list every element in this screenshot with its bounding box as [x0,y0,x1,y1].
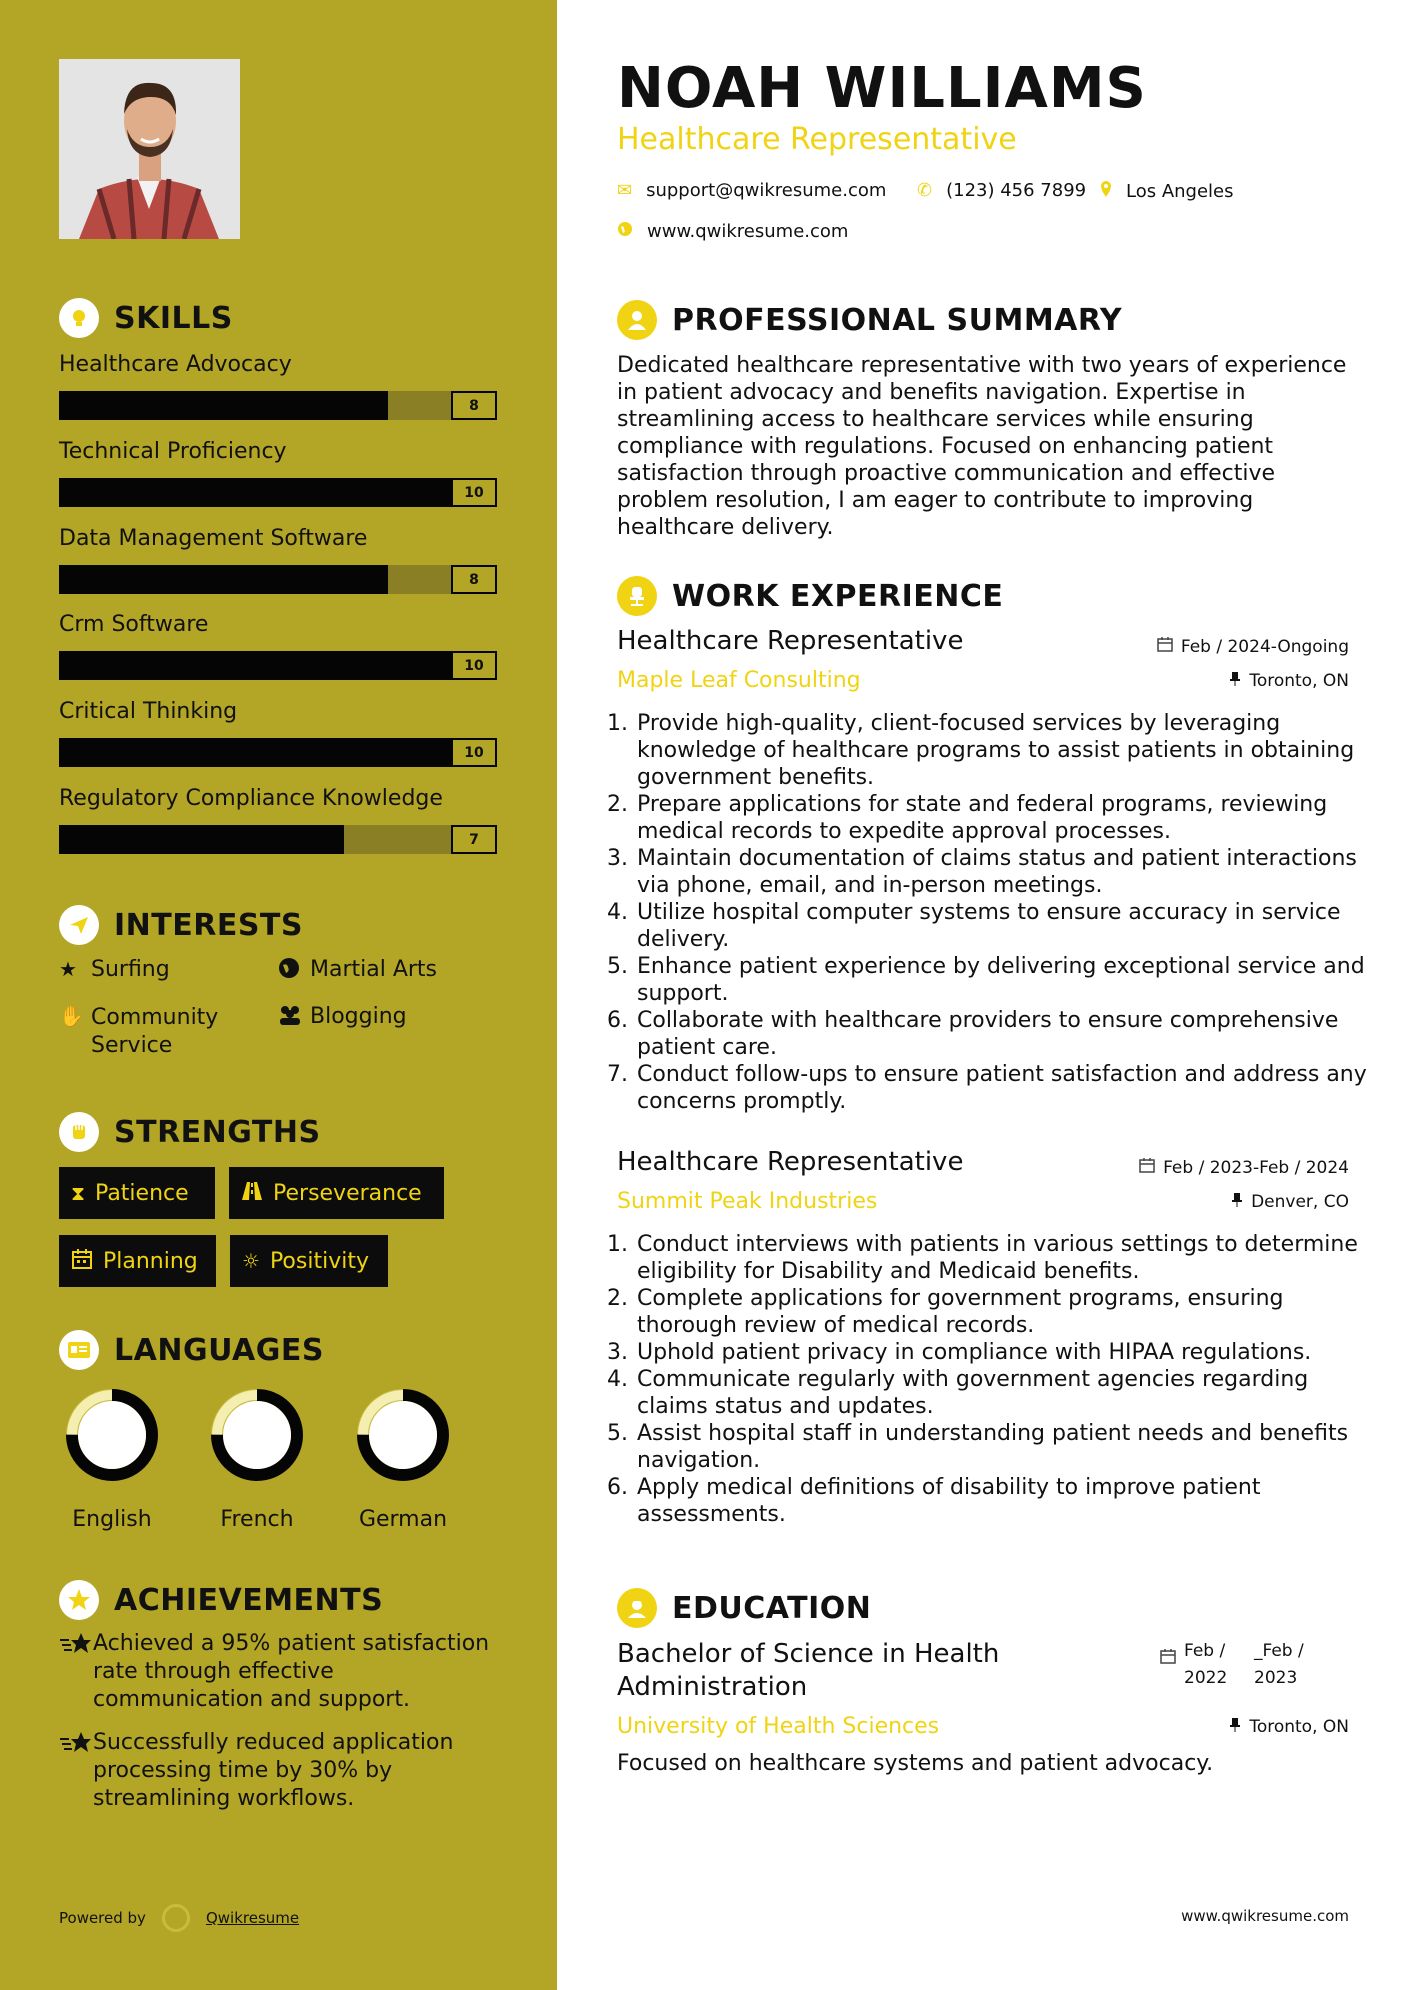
job-bullet: 6. Collaborate with healthcare providers to ensure comprehensive patient care. [635,1007,1375,1061]
lightbulb-icon [59,298,99,338]
degree-title: Bachelor of Science in Health Administration [617,1639,1000,1702]
skill-name: Critical Thinking [59,699,238,724]
shooting-star-icon [59,1630,93,1664]
skill-bar-fill [59,391,388,420]
skill-bar [59,391,497,420]
job-bullet: 5. Assist hospital staff in understanding patient needs and benefits navigation. [635,1420,1375,1474]
skills-heading: SKILLS [59,298,233,338]
job-bullets [617,1231,1375,1528]
calendar-icon [1160,1648,1176,1669]
education-heading: EDUCATION [617,1588,871,1628]
footer-website[interactable]: www.qwikresume.com [1181,1907,1349,1925]
calendar-icon [71,1248,93,1275]
contact-phone[interactable]: ✆ (123) 456 7899 [917,180,1087,201]
job-bullet: 7. Conduct follow-ups to ensure patient satisfaction and address any concerns promptly. [635,1061,1375,1115]
hand-icon: ✋ [59,1004,84,1028]
skill-level: 10 [451,478,497,507]
skill-item [59,526,497,594]
sidebar [0,0,557,1990]
skill-item [59,439,497,507]
school-location: Toronto, ON [1229,1717,1349,1737]
job-bullet: 4. Utilize hospital computer systems to ensure accuracy in service delivery. [635,899,1375,953]
education-start-date: Feb / 2022 [1184,1641,1228,1688]
language-donut [353,1385,453,1485]
profile-photo [59,59,240,239]
job-title: Healthcare Representative [617,1147,964,1177]
shooting-star-icon [59,1729,93,1763]
sun-icon: ☼ [242,1249,260,1273]
language-name: French [220,1507,294,1532]
road-icon [241,1181,263,1206]
language-name: English [72,1507,152,1532]
paper-plane-icon [59,905,99,945]
language-item [192,1385,322,1532]
skill-bar-fill [59,738,475,767]
strengths-heading: STRENGTHS [59,1112,321,1152]
language-item [47,1385,177,1532]
fist-icon [59,1112,99,1152]
job-bullet: 6. Apply medical definitions of disability to improve patient assessments. [635,1474,1375,1528]
contact-location: Los Angeles [1100,180,1234,203]
graduate-icon [617,1588,657,1628]
skill-name: Healthcare Advocacy [59,352,292,377]
skill-level: 10 [451,738,497,767]
strength-badge: ☼ Positivity [230,1235,388,1287]
education-end-date: _Feb / 2023 [1254,1641,1304,1688]
job-bullet: 2. Prepare applications for state and federal programs, reviewing medical records to expedite approval processes. [635,791,1375,845]
contact-website[interactable]: www.qwikresume.com [617,221,848,242]
skill-bar [59,478,497,507]
achievement-item: Achieved a 95% patient satisfaction rate through effective communication and support. [59,1630,499,1714]
skill-bar [59,651,497,680]
language-card-icon [59,1330,99,1370]
achievements-heading: ACHIEVEMENTS [59,1580,383,1620]
skill-name: Data Management Software [59,526,368,551]
job-dates: Feb / 2024-Ongoing [1157,636,1349,657]
qwikresume-logo-icon [162,1904,190,1932]
candidate-title: Healthcare Representative [617,122,1017,157]
interests-heading: INTERESTS [59,905,303,945]
achievement-item: Successfully reduced application processing time by 30% by streamlining workflows. [59,1729,499,1813]
skill-name: Technical Proficiency [59,439,287,464]
job-bullet: 3. Maintain documentation of claims status and patient interactions via phone, email, and in-person meetings. [635,845,1375,899]
skill-bar [59,825,497,854]
contact-email[interactable]: ✉ support@qwikresume.com [617,180,887,201]
job-bullets [617,710,1375,1115]
star-icon: ★ [59,957,77,981]
globe-icon [278,957,310,984]
skill-bar-fill [59,565,388,594]
job-location: Toronto, ON [1229,671,1349,691]
job-bullet: 3. Uphold patient privacy in compliance with HIPAA regulations. [635,1339,1375,1366]
pushpin-icon [1229,671,1241,691]
users-icon [278,1004,310,1031]
skill-level: 10 [451,651,497,680]
pushpin-icon [1231,1192,1243,1212]
job-bullet: 1. Conduct interviews with patients in various settings to determine eligibility for Disability and Medicaid benefits. [635,1231,1375,1285]
envelope-icon: ✉ [617,180,633,201]
strength-badge: Planning [59,1235,216,1287]
phone-icon: ✆ [917,180,933,201]
strength-badge: ⧗ Patience [59,1167,215,1219]
skill-item [59,786,497,854]
skill-item [59,612,497,680]
job-bullet: 1. Provide high-quality, client-focused services by leveraging knowledge of healthcare programs to assist patients in obtaining government benefits. [635,710,1375,791]
job-bullet: 2. Complete applications for government programs, ensuring thorough review of medical records. [635,1285,1375,1339]
language-name: German [358,1507,448,1532]
office-chair-icon [617,576,657,616]
skill-name: Regulatory Compliance Knowledge [59,786,443,811]
skill-bar [59,738,497,767]
skill-level: 8 [451,565,497,594]
skill-bar-fill [59,478,475,507]
skill-level: 8 [451,391,497,420]
pushpin-icon [1229,1717,1241,1737]
job-dates: Feb / 2023-Feb / 2024 [1139,1157,1349,1178]
skill-bar-fill [59,825,344,854]
skill-item [59,352,497,420]
school-name: University of Health Sciences [617,1714,940,1739]
calendar-icon [1157,636,1173,657]
qwikresume-link[interactable]: Qwikresume [205,1909,300,1927]
hourglass-icon: ⧗ [71,1181,86,1205]
experience-heading: WORK EXPERIENCE [617,576,1003,616]
star-badge-icon [59,1580,99,1620]
skill-item [59,699,497,767]
job-bullet: 4. Communicate regularly with government agencies regarding claims status and updates. [635,1366,1375,1420]
calendar-icon [1139,1157,1155,1178]
education-description: Focused on healthcare systems and patient advocacy. [617,1751,1214,1776]
company-name: Summit Peak Industries [617,1189,878,1214]
skill-bar-fill [59,651,475,680]
language-donut [207,1385,307,1485]
company-name: Maple Leaf Consulting [617,668,861,693]
job-title: Healthcare Representative [617,626,964,656]
strength-badge: Perseverance [229,1167,444,1219]
summary-heading: PROFESSIONAL SUMMARY [617,300,1122,340]
candidate-name: NOAH WILLIAMS [617,56,1147,121]
interest-item: Blogging [278,1004,407,1031]
user-icon [617,300,657,340]
language-donut [62,1385,162,1485]
globe-icon [617,221,633,242]
language-item [338,1385,468,1532]
powered-by: Powered by Qwikresume [59,1904,299,1932]
job-location: Denver, CO [1231,1192,1349,1212]
skill-name: Crm Software [59,612,209,637]
interest-item: ★ Surfing [59,957,170,982]
languages-heading: LANGUAGES [59,1330,324,1370]
education-dates [1160,1638,1324,1692]
map-pin-icon [1100,180,1112,203]
interest-item: ✋ Community Service [59,1004,219,1058]
skill-bar [59,565,497,594]
job-bullet: 5. Enhance patient experience by delivering exceptional service and support. [635,953,1375,1007]
skill-level: 7 [451,825,497,854]
interest-item: Martial Arts [278,957,437,984]
summary-text: Dedicated healthcare representative with two years of experience in patient advocacy and benefits navigation. Expertise in streamlining access to healthcare services while ensuring compliance with regulations. Focused on enhancing patient satisfaction through proactive communication and effective problem resolution, I am eager to contribute to improving healthcare delivery. [617,353,1347,540]
